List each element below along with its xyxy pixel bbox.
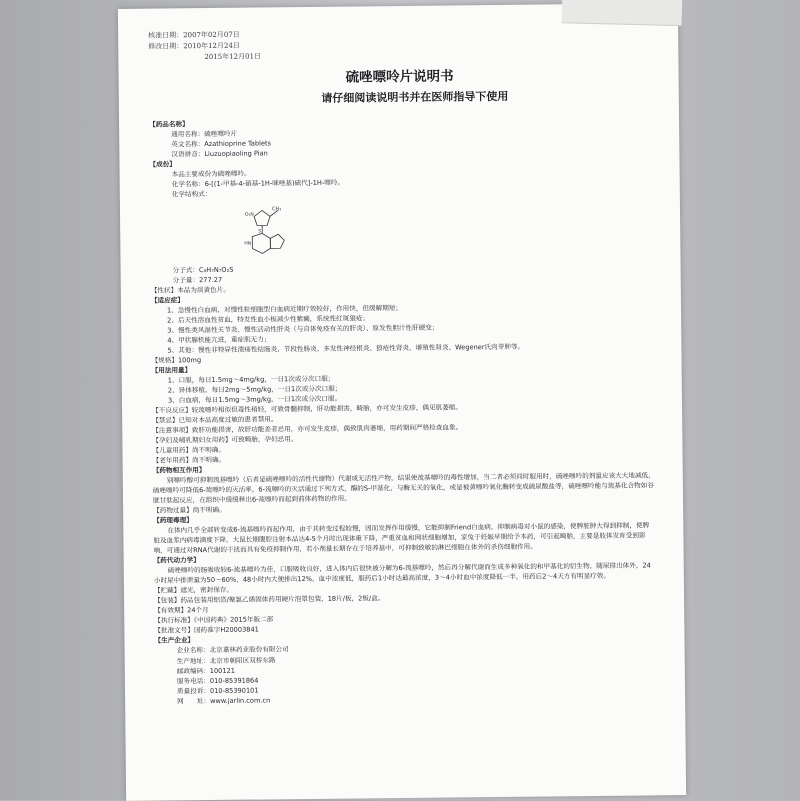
main-ingredient: 本品主要成份为硫唑嘌呤。: [150, 164, 652, 179]
specification: 【规格】100mg: [152, 350, 654, 365]
properties: 【性状】本品为淡黄色片。: [151, 280, 653, 295]
contraindications: 【禁忌】已知对本品高度过敏的患者禁用。: [152, 410, 654, 425]
section-manufacturer: [154, 631, 657, 706]
company-address: 生产地址：北京市朝阳区双桥东路: [155, 651, 657, 666]
storage: 【贮藏】遮光，密封保存。: [154, 581, 656, 596]
overdose: 【药物过量】尚不明确。: [153, 501, 655, 516]
dosage-item: 1、口服，每日1.5mg～4mg/kg，一日1次或分次口服；: [152, 370, 654, 385]
leaflet-page: [118, 3, 686, 801]
standard: 【执行标准】《中国药典》2015年版二部: [154, 611, 656, 626]
interactions-text: 别嘌呤醇可抑制巯基嘌呤（后者是硫唑嘌呤的活性代谢物）代谢成无活性产物，结果使巯基嘌呤的毒性增加，当二者必须同时服用时，硫唑嘌呤的剂量应该大大地减低，硫唑嘌呤可降低6-巯嘌呤的灭活率，6-巯嘌呤的灭活通过下列方式，酶的S-甲基化，与酶无关的氧化，或是被黄嘌呤氧化酶转变成硫尿酸盐等，硫唑嘌呤能与巯基化合物如谷胱甘肽起反应，在组织中缓缓释出6-巯嘌呤而起到前体药物的作用。: [153, 471, 655, 506]
molecular-weight: 分子量：277.27: [151, 270, 653, 285]
generic-name: 通用名称：硫唑嘌呤片: [149, 124, 651, 139]
svg-text:S: S: [258, 228, 261, 234]
postcode: 邮政编码：100121: [155, 661, 657, 676]
chemical-structure: [210, 198, 331, 265]
section-drug-name: [149, 114, 651, 159]
molecular-formula: 分子式：C₉H₇N₇O₂S: [151, 260, 653, 275]
toxicology-text: 在体内几乎全部转变成6-巯基嘌呤而起作用，由于其转变过程较慢，因而发挥作用缓慢，它能抑制Friend白血病，抑制病毒对小鼠的感染，使脾脏肿大得到抑制，使脾脏及血浆内病毒滴度下降，大鼠长期腹腔注射本品达4-5个月时出现体重下降，严重贫血和网状细胞增加，家兔于妊娠早期给予本药，可引起畸胎，主要是肢体发育受到影响，可通过对RNA代谢的干扰而具有免疫抑制作用，若小剂量长期存在于培养基中，可抑制致敏的淋巴细胞在体外的杀伤细胞作用。: [153, 521, 655, 556]
indication-item: 5、其他：慢性非特异性溃疡性结肠炎、节段性肠炎、多发性神经根炎、狼疮性肾炎、增殖性肾炎、Wegener氏肉芽肿等。: [151, 340, 653, 355]
pharmacokinetics-text: 硫唑嘌呤的肠吸收较6-巯基嘌呤为佳，口服吸收良好，进入体内后很快被分解为6-巯基嘌呤，然后再分解代谢而生成多种氧化的和甲基化的衍生物，随尿排出体外，24小时尿中排泄量为50～60%，48小时内大便排出12%，血中浓度低，服药后1小时达最高浓度，3～4小时血中浓度降低一半，用药后2～4天方有明显疗效。: [154, 561, 656, 586]
section-header: 【用法用量】: [152, 360, 654, 375]
website: 网 址：www.jarlin.com.cn: [155, 691, 657, 706]
section-header: 【药物相互作用】: [153, 461, 655, 476]
indication-item: 3、慢性类风湿性关节炎、慢性活动性肝炎（与自体免疫有关的肝炎）、原发性胆汁性肝硬变；: [151, 320, 653, 335]
validity: 【有效期】24个月: [154, 601, 656, 616]
indication-item: 1、急慢性白血病，对慢性粒细胞型白血病近期疗效较好，作用快，但缓解期短；: [151, 300, 653, 315]
section-header: 【药代动力学】: [154, 551, 656, 566]
approval-number: 【批准文号】国药准字H20003841: [154, 621, 656, 636]
section-header: 【生产企业】: [154, 631, 656, 646]
company-name: 企业名称：北京嘉林药业股份有限公司: [155, 641, 657, 656]
indication-item: 2、后天性溶血性贫血，特发性血小板减少性紫癜，系统性红斑狼疮；: [151, 310, 653, 325]
chemical-name: 化学名称：6-[(1-甲基-4-硝基-1H-咪唑基)硫代]-1H-嘌呤。: [150, 174, 652, 189]
revision-date: 修改日期：2010年12月24日: [148, 36, 650, 52]
pinyin-name: 汉语拼音：Liuzuopiaoling Pian: [149, 144, 651, 159]
revision-date-2: 2015年12月01日: [148, 47, 650, 63]
date-block: [148, 25, 650, 63]
section-pharmacokinetics: [154, 551, 656, 586]
svg-text:CH₃: CH₃: [272, 206, 281, 212]
section-toxicology: [153, 511, 655, 556]
section-composition: [149, 154, 652, 285]
precautions: 【注意事项】致肝功能损害，故肝功能差者忌用，亦可发生皮疹，偶致肌肉萎缩，用药期间严格检查血象。: [152, 421, 654, 436]
section-header: 【成份】: [149, 154, 651, 169]
document-subtitle: 请仔细阅读说明书并在医师指导下使用: [179, 87, 651, 109]
document-title: 硫唑嘌呤片说明书: [149, 64, 651, 90]
approval-date: 核准日期：2007年02月07日: [148, 25, 650, 41]
adverse-reactions: 【不良反应】较巯嘌呤相似但毒性稍轻，可致骨髓抑制，肝功能损害，畸胎，亦可发生皮疹，偶见肌萎缩。: [152, 400, 654, 415]
indication-item: 4、甲状腺机能亢进，重症肌无力；: [151, 330, 653, 345]
service-phone: 服务电话：010-85391864: [155, 671, 657, 686]
pregnancy-use: 【孕妇及哺乳期妇女用药】可致畸胎，孕妇忌用。: [152, 431, 654, 446]
elderly-use: 【老年用药】尚不明确。: [153, 451, 655, 466]
section-header: 【药品名称】: [149, 114, 651, 129]
package: 【包装】药品包装用铝箔/聚氯乙烯固体药用硬片泡罩包装，18片/板，2板/盒。: [154, 591, 656, 606]
english-name: 英文名称：Azathioprine Tablets: [149, 134, 651, 149]
dosage-item: 3、白血病，每日1.5mg～3mg/kg，一日1次或分次口服。: [152, 390, 654, 405]
section-header: 【适应症】: [151, 290, 653, 305]
structure-diagram-icon: [240, 202, 311, 265]
children-use: 【儿童用药】尚不明确。: [152, 441, 654, 456]
structure-label: 化学结构式：: [150, 184, 652, 199]
complaint-phone: 质量投诉：010-85390101: [155, 681, 657, 696]
section-indications: [151, 290, 654, 355]
section-interactions: [153, 461, 655, 506]
section-dosage: [152, 360, 654, 405]
dosage-item: 2、异体移植，每日2mg～5mg/kg，一日1次或分次口服；: [152, 380, 654, 395]
paper-fold: [562, 0, 683, 26]
section-header: 【药理毒理】: [153, 511, 655, 526]
svg-text:O₂N: O₂N: [245, 211, 254, 217]
svg-text:HN: HN: [244, 240, 251, 246]
